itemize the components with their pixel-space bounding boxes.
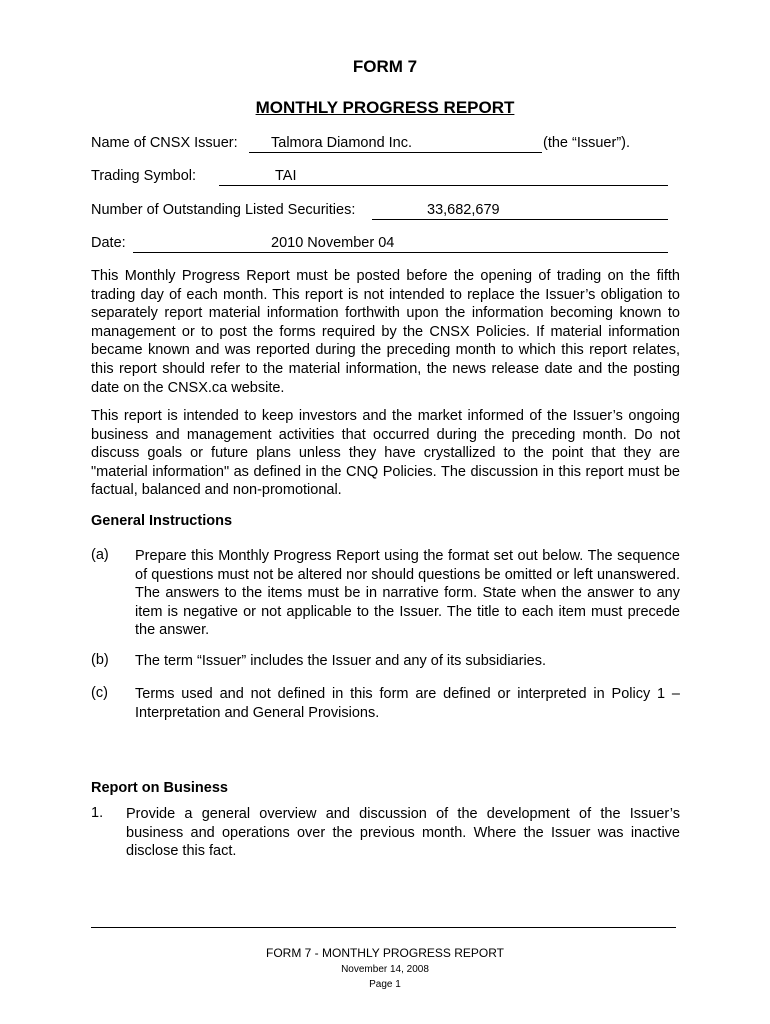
report-on-business-heading: Report on Business — [91, 780, 228, 796]
footer-page-number: Page 1 — [369, 979, 401, 990]
date-field — [133, 235, 668, 253]
intro-paragraph-2: This report is intended to keep investors and the market informed of the Issuer’s ongoing business and management activities that occurred during the preceding month. Do not discuss goals or future plans unless they have crystallized to the point that they are "material information" as defined in the CNQ Policies. The discussion in this report must be factual, balanced and non-promotional. — [91, 408, 680, 499]
instruction-text: Prepare this Monthly Progress Report using the format set out below. The sequence of questions must not be altered nor should questions be omitted or left unanswered. The answers to the items must be in narrative form. State when the answer to any item is negative or not applicable to the Issuer. The title to each item must precede the answer. — [135, 548, 680, 639]
intro-paragraph-1: This Monthly Progress Report must be posted before the opening of trading on the fifth trading day of each month. This report is not intended to replace the Issuer’s obligation to separately report material information forthwith upon the information becoming known to management or to post the forms required by the CNSX Policies. If material information became known and was reported during the preceding month to which this report relates, this report should refer to the material information, the news release date and the posting date on the CNSX.ca website. — [91, 268, 680, 396]
report-item-text: Provide a general overview and discussion of the development of the Issuer’s business and operations over the previous month. Where the Issuer was inactive disclose this fact. — [126, 806, 680, 860]
form-title: FORM 7 — [352, 57, 418, 76]
footer-rule — [91, 927, 676, 928]
securities-value: 33,682,679 — [427, 202, 500, 218]
footer-form-name: FORM 7 - MONTHLY PROGRESS REPORT — [265, 946, 505, 960]
date-value: 2010 November 04 — [271, 235, 395, 251]
general-instructions-heading: General Instructions — [91, 513, 233, 529]
report-title: MONTHLY PROGRESS REPORT — [255, 98, 515, 117]
footer-revision-date: November 14, 2008 — [341, 964, 429, 975]
issuer-suffix: (the “Issuer”). — [543, 135, 631, 151]
issuer-field — [249, 135, 542, 153]
instruction-text: The term “Issuer” includes the Issuer and any of its subsidiaries. — [135, 653, 547, 669]
issuer-value: Talmora Diamond Inc. — [271, 135, 413, 151]
symbol-label: Trading Symbol: — [91, 168, 197, 184]
instruction-label: (c) — [91, 685, 108, 701]
instruction-text: Terms used and not defined in this form are defined or interpreted in Policy 1 – Interpretation and General Provisions. — [135, 686, 680, 721]
symbol-field — [219, 168, 668, 186]
symbol-value: TAI — [275, 168, 297, 184]
securities-field — [372, 202, 668, 220]
instruction-label: (b) — [91, 652, 109, 668]
report-item-number: 1. — [91, 805, 104, 821]
issuer-label: Name of CNSX Issuer: — [91, 135, 238, 151]
date-label: Date: — [91, 235, 126, 251]
instruction-label: (a) — [91, 547, 109, 563]
securities-label: Number of Outstanding Listed Securities: — [91, 202, 356, 218]
